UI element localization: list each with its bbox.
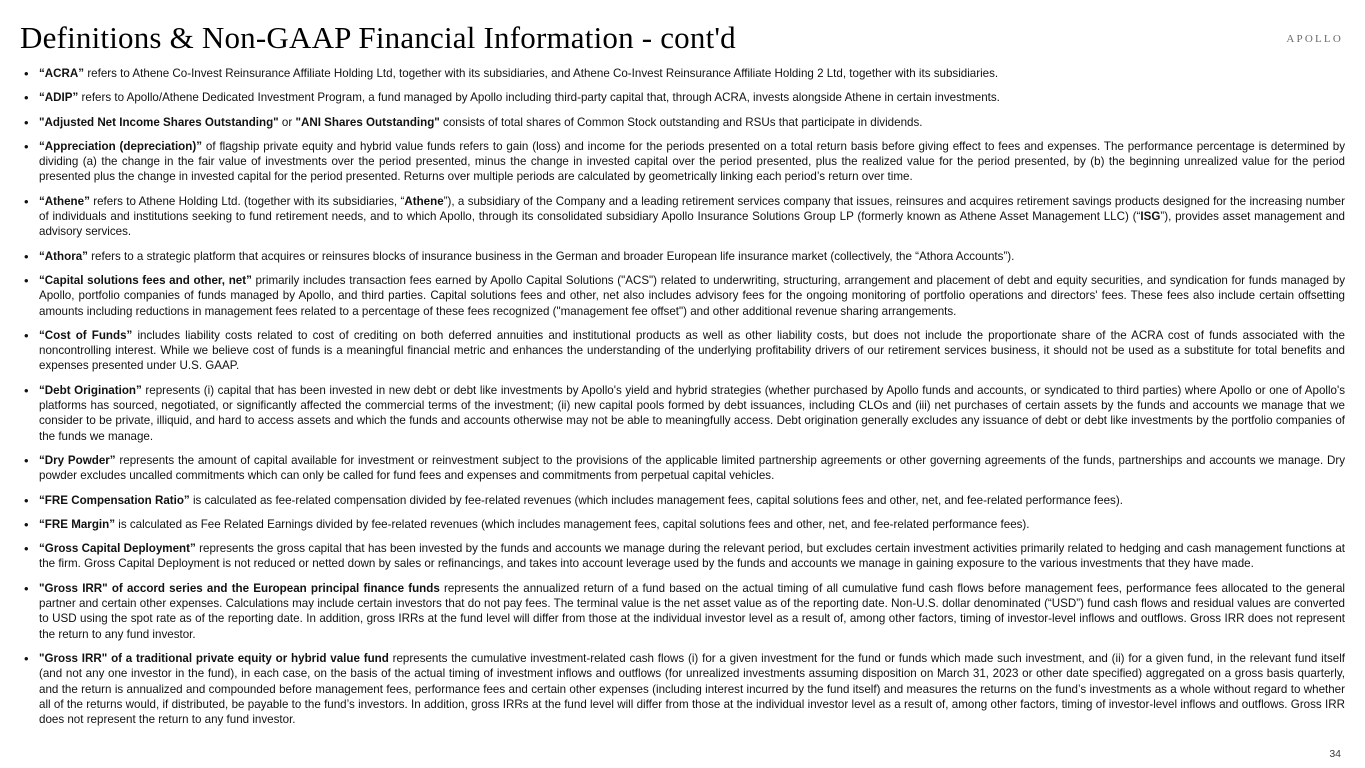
list-item: [20, 453, 1345, 484]
definition-term: "Adjusted Net Income Shares Outstanding": [39, 115, 279, 129]
definition-term: "Gross IRR" of accord series and the European principal finance funds: [39, 581, 440, 595]
definition-body: represents (i) capital that has been invested in new debt or debt like investments by Apollo's yield and hybrid strategies (whether purchased by Apollo funds and accounts, or syndicated to third parties) where Apollo or one of Apollo's platforms has sourced, negotiated, or significantly affected the commercial terms of the investment; (ii) new capital pools formed by debt issuances, including CLOs and (iii) net purchases of certain assets by the funds and accounts we manage that we consider to be private, illiquid, and hard to access assets and which the funds and accounts otherwise may not be able to meaningfully access. Debt origination generally excludes any issuance of debt or debt like investments by the portfolio companies of the funds we manage.: [39, 383, 1345, 443]
definitions-list: [20, 66, 1345, 727]
definition-term: “Gross Capital Deployment”: [39, 542, 196, 556]
definition-term-alt: "ANI Shares Outstanding": [295, 115, 440, 129]
definition-term: “Athora”: [39, 249, 88, 263]
definition-term: “Dry Powder”: [39, 453, 116, 467]
apollo-logo: APOLLO: [1286, 33, 1343, 45]
definition-term: “Appreciation (depreciation)”: [39, 139, 202, 153]
list-item: [20, 194, 1345, 240]
list-item: [20, 249, 1345, 264]
list-item: [20, 328, 1345, 374]
definition-term: “Debt Origination”: [39, 383, 142, 397]
definition-body: represents the gross capital that has been invested by the funds and accounts we manage during the relevant period, but excludes certain investment activities primarily related to hedging and cash management functions at the firm. Gross Capital Deployment is not reduced or netted down by sales or refinancings, and takes into account leverage used by the funds and accounts we manage in gaining exposure to the various investments that they have made.: [39, 542, 1345, 571]
definition-body: refers to Athene Co-Invest Reinsurance Affiliate Holding Ltd, together with its subsidiaries, and Athene Co-Invest Reinsurance Affiliate Holding 2 Ltd, together with its subsidiaries.: [84, 67, 999, 80]
definitions-content: [20, 66, 1345, 736]
definition-body: refers to Apollo/Athene Dedicated Investment Program, a fund managed by Apollo including third-party capital that, through ACRA, invests alongside Athene in certain investments.: [78, 91, 1000, 105]
list-item: [20, 273, 1345, 319]
definition-connector: or: [278, 115, 296, 129]
definition-term: “Cost of Funds”: [39, 328, 133, 342]
list-item: [20, 517, 1345, 532]
definition-body: represents the amount of capital available for investment or reinvestment subject to the provisions of the applicable limited partnership agreements or other governing agreements of the funds, partnerships and accounts we manage. Dry powder excludes uncalled commitments which can only be called for fund fees and expenses and commitments from perpetual capital vehicles.: [39, 453, 1345, 483]
page-title: Definitions & Non-GAAP Financial Information - cont'd: [20, 20, 736, 55]
definition-body: primarily includes transaction fees earned by Apollo Capital Solutions ("ACS") related to underwriting, structuring, arrangement and placement of debt and equity securities, and syndication for funds managed by Apollo, portfolio companies of funds managed by Apollo, and third parties. Capital solutions fees and other, net also includes advisory fees for the ongoing monitoring of portfolio operations and directors' fees. These fees also include certain offsetting amounts including reductions in management fees related to a percentage of these fees recognized ("management fee offset") and other additional revenue sharing arrangements.: [39, 273, 1345, 318]
definition-body: of flagship private equity and hybrid value funds refers to gain (loss) and income for the periods presented on a total return basis before giving effect to fees and expenses. The performance percentage is determined by dividing (a) the change in the fair value of investments over the period presented, minus the change in invested capital over the period presented, plus the realized value for the period presented, by (b) the beginning unrealized value for the period presented plus the change in invested capital for the period presented. Returns over multiple periods are calculated by geometrically linking each period’s return over time.: [39, 139, 1345, 184]
definition-body: includes liability costs related to cost of crediting on both deferred annuities and institutional products as well as other liability costs, but does not include the proportionate share of the ACRA cost of funds associated with the noncontrolling interest. While we believe cost of funds is a meaningful financial metric and enhances the understanding of the underlying profitability drivers of our retirement services business, it should not be used as a substitute for total benefits and expenses presented under U.S. GAAP.: [39, 328, 1345, 373]
page-number: 34: [1329, 748, 1341, 760]
definition-term: "Gross IRR" of a traditional private equity or hybrid value fund: [39, 651, 389, 665]
definition-body-2: ”), a subsidiary of the Company and a leading retirement services company that issues, reinsures and acquires retirement savings products designed for the increasing number of individuals and institutions seeking to fund retirement needs, and to which Apollo, through its consolidated subsidiary Apollo Insurance Solutions Group LP (formerly known as Athene Asset Management LLC) (“: [39, 194, 1345, 224]
list-item: [20, 90, 1345, 105]
definition-body-3: ”), provides asset management and advisory services.: [39, 210, 1345, 239]
definition-term: “FRE Compensation Ratio”: [39, 493, 190, 507]
list-item: [20, 581, 1345, 642]
definition-body: represents the annualized return of a fund based on the actual timing of all cumulative fund cash flows before management fees, performance fees allocated to the general partner and certain other expenses. Calculations may include certain investors that do not pay fees. The terminal value is the net asset value as of the reporting date. Non-U.S. dollar denominated (“USD”) fund cash flows and residual values are converted to USD using the spot rate as of the reporting date. In addition, gross IRRs at the fund level will differ from those at the individual investor level as a result of, among other factors, timing of investor-level inflows and outflows. Gross IRR does not represent the return to any fund investor.: [39, 581, 1345, 641]
definition-body: refers to a strategic platform that acquires or reinsures blocks of insurance business in the German and broader European life insurance market (collectively, the “Athora Accounts”).: [87, 249, 1015, 263]
definition-body: represents the cumulative investment-related cash flows (i) for a given investment for the fund or funds which made such investment, and (ii) for a given fund, in the relevant fund itself (and not any one investor in the fund), in each case, on the basis of the actual timing of investment inflows and outflows (for unrealized investments assuming disposition on March 31, 2023 or other date specified) aggregated on a gross basis quarterly, and the return is annualized and compounded before management fees, performance fees and certain other expenses (including interest incurred by the fund itself) and measures the returns on the fund’s investments as a whole without regard to whether all of the returns would, if distributed, be payable to the fund’s investors. In addition, gross IRRs at the fund level will differ from those at the individual investor level as a result of, among other factors, timing of investor-level inflows and outflows. Gross IRR does not represent the return to any fund investor.: [39, 651, 1345, 727]
definition-body: consists of total shares of Common Stock outstanding and RSUs that participate in dividends.: [439, 115, 923, 129]
definition-term-alt: Athene: [404, 194, 444, 208]
list-item: [20, 66, 1345, 81]
list-item: [20, 139, 1345, 185]
definition-term-alt-2: ISG: [1140, 210, 1161, 224]
list-item: [20, 493, 1345, 508]
definition-term: “Athene”: [39, 194, 90, 208]
definition-term: “ACRA”: [39, 67, 85, 80]
definition-body: refers to Athene Holding Ltd. (together with its subsidiaries, “: [89, 194, 405, 208]
definition-term: “Capital solutions fees and other, net”: [39, 273, 252, 287]
definition-body: is calculated as fee-related compensation divided by fee-related revenues (which includes management fees, capital solutions fees and other, net, and fee-related performance fees).: [189, 493, 1123, 507]
definition-term: “FRE Margin”: [39, 517, 116, 531]
list-item: [20, 115, 1345, 130]
list-item: [20, 651, 1345, 727]
list-item: [20, 541, 1345, 572]
list-item: [20, 383, 1345, 444]
definition-term: “ADIP”: [39, 91, 79, 105]
definition-body: is calculated as Fee Related Earnings divided by fee-related revenues (which includes management fees, capital solutions fees and other, net, and fee-related performance fees).: [115, 517, 1030, 531]
